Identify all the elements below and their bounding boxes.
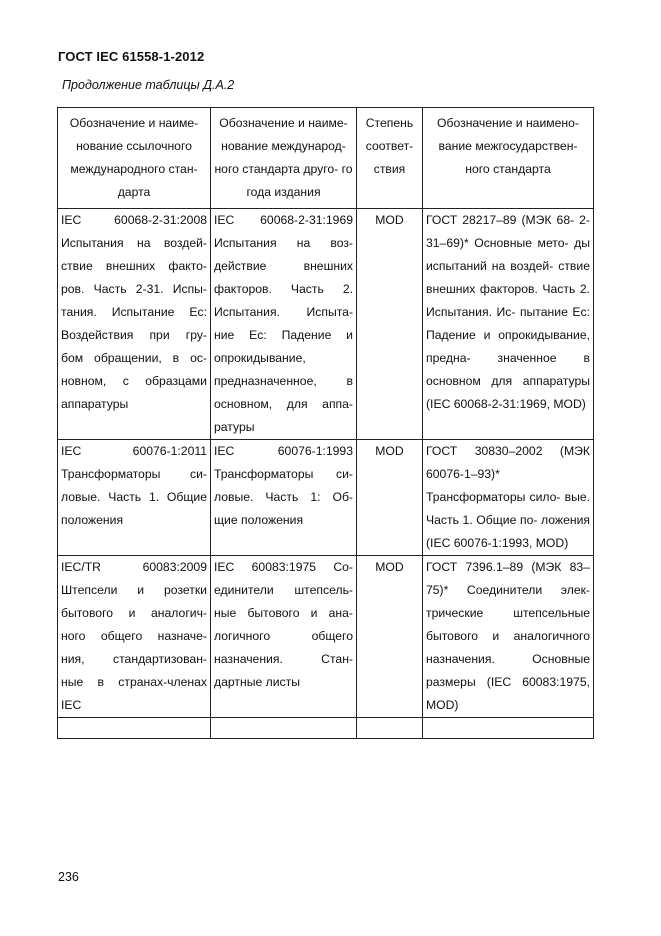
interstate-standard-cell: ГОСТ 28217–89 (МЭК 68- 2-31–69)* Основные мето- ды испытаний на воздей- ствие внешних факторов. Часть 2. Испытания. Ис- пытание Ec: Падение и опрокидывание, предна- значенное в основном для аппаратуры (IEC 60068-2-31:1969, MOD) [423,209,594,440]
empty-cell [423,718,594,739]
degree-cell: MOD [357,556,423,718]
table-row [58,209,594,440]
degree-cell: MOD [357,209,423,440]
column-header-reference-standard: Обозначение и наиме- нование ссылочного международного стан- дарта [58,108,211,209]
other-year-standard-cell: IEC 60068-2-31:1969 Испытания на воз- действие внешних факторов. Часть 2. Испытания. Испыта- ние Ec: Падение и опрокидывание, предназначенное, в основном, для аппа- ратуры [211,209,357,440]
empty-table-row [58,718,594,739]
table-row [58,556,594,718]
page-number: 236 [58,870,79,884]
empty-cell [58,718,211,739]
reference-standard-cell: IEC 60076-1:2011 Трансформаторы си- ловые. Часть 1. Общие положения [58,440,211,556]
interstate-standard-cell: ГОСТ 7396.1–89 (МЭК 83– 75)* Соединители элек- трические штепсельные бытового и аналогичного назначения. Основные размеры (IEC 60083:1975, MOD) [423,556,594,718]
degree-cell: MOD [357,440,423,556]
empty-cell [211,718,357,739]
table-header-row [58,108,594,209]
reference-standard-cell: IEC 60068-2-31:2008 Испытания на воздей- ствие внешних факто- ров. Часть 2-31. Испы- тания. Испытание Ec: Воздействия при гру- бом обращении, в ос- новном, с образцами аппаратуры [58,209,211,440]
standards-table [57,107,594,739]
table-caption: Продолжение таблицы Д.А.2 [62,78,235,92]
empty-cell [357,718,423,739]
reference-standard-cell: IEC/TR 60083:2009 Штепсели и розетки бытового и аналогич- ного общего назначе- ния, стандартизован- ные в странах-членах IEC [58,556,211,718]
other-year-standard-cell: IEC 60076-1:1993 Трансформаторы си- ловые. Часть 1: Об- щие положения [211,440,357,556]
document-code: ГОСТ IEC 61558-1-2012 [58,49,205,64]
other-year-standard-cell: IEC 60083:1975 Со- единители штепсель- ные бытового и ана- логичного общего назначения. Стан- дартные листы [211,556,357,718]
column-header-degree: Степень соответ- ствия [357,108,423,209]
table-row [58,440,594,556]
interstate-standard-cell: ГОСТ 30830–2002 (МЭК 60076-1–93)* Трансформаторы сило- вые. Часть 1. Общие по- ложения (IEC 60076-1:1993, MOD) [423,440,594,556]
column-header-interstate-standard: Обозначение и наимено- вание межгосударствен- ного стандарта [423,108,594,209]
column-header-other-year-standard: Обозначение и наиме- нование международ- ного стандарта друго- го года издания [211,108,357,209]
